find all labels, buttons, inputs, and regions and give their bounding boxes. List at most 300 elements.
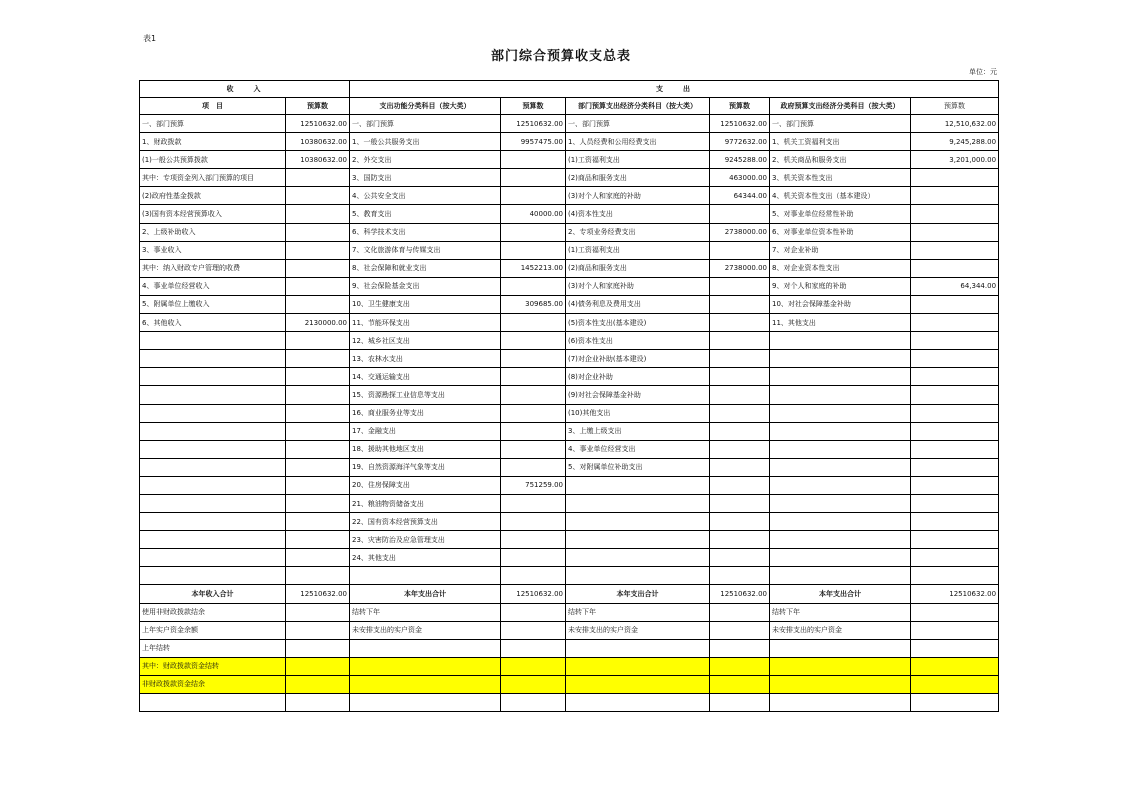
cell-income-item: 上年结转 [140, 639, 286, 657]
cell-dept-economic-budget [710, 205, 770, 223]
cell-dept-economic-budget [710, 513, 770, 531]
cell-gov-economic-budget [911, 603, 999, 621]
cell-function-item: 21、粮油物资储备支出 [350, 494, 501, 512]
cell-gov-economic-item: 一、部门预算 [770, 115, 911, 133]
cell-income-budget: 12510632.00 [286, 585, 350, 603]
cell-income-item [140, 422, 286, 440]
cell-income-item: 其中：专项资金列入部门预算的项目 [140, 169, 286, 187]
cell-gov-economic-item [770, 368, 911, 386]
cell-income-budget [286, 205, 350, 223]
cell-dept-economic-item: (7)对企业补助(基本建设) [566, 350, 710, 368]
cell-function-budget [501, 314, 566, 332]
cell-dept-economic-item: (4)资本性支出 [566, 205, 710, 223]
footer-row [140, 694, 999, 712]
table-row [140, 169, 999, 187]
header-item: 项 目 [140, 98, 286, 115]
cell-function-item [350, 694, 501, 712]
cell-income-item: 2、上级补助收入 [140, 223, 286, 241]
cell-dept-economic-budget [710, 675, 770, 693]
cell-gov-economic-budget [911, 494, 999, 512]
cell-dept-economic-item: (1)工资福利支出 [566, 241, 710, 259]
cell-function-item: 22、国有资本经营预算支出 [350, 513, 501, 531]
cell-function-item: 13、农林水支出 [350, 350, 501, 368]
cell-gov-economic-budget [911, 223, 999, 241]
cell-dept-economic-item [566, 549, 710, 567]
cell-gov-economic-budget [911, 531, 999, 549]
cell-income-budget [286, 657, 350, 675]
cell-dept-economic-budget: 2738000.00 [710, 259, 770, 277]
table-row [140, 458, 999, 476]
cell-income-budget: 10380632.00 [286, 151, 350, 169]
cell-dept-economic-budget: 12510632.00 [710, 115, 770, 133]
cell-gov-economic-item [770, 657, 911, 675]
cell-dept-economic-item: 本年支出合计 [566, 585, 710, 603]
table-row [140, 314, 999, 332]
cell-dept-economic-budget [710, 531, 770, 549]
cell-gov-economic-budget [911, 639, 999, 657]
cell-income-budget [286, 386, 350, 404]
cell-function-budget [501, 223, 566, 241]
cell-dept-economic-budget [710, 350, 770, 368]
cell-dept-economic-budget [710, 368, 770, 386]
cell-dept-economic-budget [710, 476, 770, 494]
cell-dept-economic-budget [710, 458, 770, 476]
cell-dept-economic-item: (2)商品和服务支出 [566, 169, 710, 187]
cell-dept-economic-budget [710, 494, 770, 512]
table-row [140, 494, 999, 512]
cell-gov-economic-item [770, 549, 911, 567]
cell-gov-economic-budget [911, 350, 999, 368]
cell-dept-economic-item: (4)债务利息及费用支出 [566, 295, 710, 313]
cell-income-budget [286, 513, 350, 531]
cell-income-budget [286, 422, 350, 440]
cell-gov-economic-budget [911, 169, 999, 187]
cell-dept-economic-item: 3、上缴上级支出 [566, 422, 710, 440]
cell-gov-economic-budget [911, 241, 999, 259]
cell-dept-economic-budget [710, 694, 770, 712]
footer-row [140, 675, 999, 693]
cell-gov-economic-item [770, 531, 911, 549]
cell-function-budget [501, 694, 566, 712]
cell-dept-economic-item: (2)商品和服务支出 [566, 259, 710, 277]
cell-income-item: 其中：纳入财政专户管理的收费 [140, 259, 286, 277]
cell-dept-economic-budget: 2738000.00 [710, 223, 770, 241]
footer-row [140, 657, 999, 675]
cell-function-item: 9、社会保险基金支出 [350, 277, 501, 295]
cell-income-budget [286, 603, 350, 621]
cell-function-item [350, 657, 501, 675]
header-function-budget: 预算数 [501, 98, 566, 115]
cell-dept-economic-budget [710, 657, 770, 675]
cell-income-budget [286, 169, 350, 187]
cell-function-item: 6、科学技术支出 [350, 223, 501, 241]
cell-income-item: 使用非财政拨款结余 [140, 603, 286, 621]
cell-function-budget [501, 549, 566, 567]
cell-income-item [140, 350, 286, 368]
cell-income-budget [286, 531, 350, 549]
cell-dept-economic-budget [710, 603, 770, 621]
cell-income-item: (1)一般公共预算拨款 [140, 151, 286, 169]
cell-income-item: (3)国有资本经营预算收入 [140, 205, 286, 223]
cell-dept-economic-budget [710, 277, 770, 295]
cell-income-budget [286, 241, 350, 259]
cell-function-item: 23、灾害防治及应急管理支出 [350, 531, 501, 549]
cell-income-budget: 2130000.00 [286, 314, 350, 332]
header-dept-economic-category: 部门预算支出经济分类科目（按大类） [566, 98, 710, 115]
cell-dept-economic-item [566, 639, 710, 657]
cell-function-item: 7、文化旅游体育与传媒支出 [350, 241, 501, 259]
cell-income-budget [286, 259, 350, 277]
cell-function-budget [501, 567, 566, 585]
cell-gov-economic-item: 1、机关工资福利支出 [770, 133, 911, 151]
cell-gov-economic-budget: 3,201,000.00 [911, 151, 999, 169]
cell-function-item: 3、国防支出 [350, 169, 501, 187]
table-row [140, 259, 999, 277]
cell-income-budget [286, 675, 350, 693]
cell-function-item: 结转下年 [350, 603, 501, 621]
cell-function-item: 18、援助其他地区支出 [350, 440, 501, 458]
cell-function-budget [501, 657, 566, 675]
cell-gov-economic-item [770, 694, 911, 712]
cell-dept-economic-item [566, 494, 710, 512]
cell-gov-economic-item: 未安排支出的实户资金 [770, 621, 911, 639]
cell-gov-economic-budget [911, 404, 999, 422]
cell-income-item [140, 440, 286, 458]
cell-income-item: (2)政府性基金拨款 [140, 187, 286, 205]
cell-gov-economic-budget [911, 621, 999, 639]
cell-income-item: 非财政拨款资金结余 [140, 675, 286, 693]
cell-function-item [350, 675, 501, 693]
cell-income-budget [286, 476, 350, 494]
section-header-row [140, 81, 999, 98]
cell-gov-economic-item [770, 675, 911, 693]
header-income-budget: 预算数 [286, 98, 350, 115]
cell-dept-economic-budget [710, 621, 770, 639]
cell-function-item: 本年支出合计 [350, 585, 501, 603]
cell-dept-economic-budget: 64344.00 [710, 187, 770, 205]
header-gov-economic-category: 政府预算支出经济分类科目（按大类） [770, 98, 911, 115]
cell-function-item: 15、资源勘探工业信息等支出 [350, 386, 501, 404]
cell-gov-economic-budget [911, 295, 999, 313]
cell-gov-economic-item [770, 332, 911, 350]
cell-gov-economic-budget [911, 187, 999, 205]
cell-dept-economic-budget [710, 422, 770, 440]
cell-dept-economic-item [566, 513, 710, 531]
cell-gov-economic-item [770, 404, 911, 422]
cell-gov-economic-budget [911, 422, 999, 440]
cell-gov-economic-budget [911, 513, 999, 531]
cell-income-item: 6、其他收入 [140, 314, 286, 332]
cell-function-item: 1、一般公共服务支出 [350, 133, 501, 151]
cell-gov-economic-item [770, 639, 911, 657]
cell-dept-economic-budget [710, 332, 770, 350]
cell-dept-economic-item [566, 476, 710, 494]
cell-gov-economic-budget: 12510632.00 [911, 585, 999, 603]
cell-function-budget: 12510632.00 [501, 585, 566, 603]
cell-gov-economic-item: 6、对事业单位资本性补助 [770, 223, 911, 241]
cell-function-budget [501, 368, 566, 386]
cell-income-budget [286, 694, 350, 712]
cell-income-item: 一、部门预算 [140, 115, 286, 133]
cell-dept-economic-item: 一、部门预算 [566, 115, 710, 133]
cell-income-item [140, 549, 286, 567]
cell-income-item: 1、财政拨款 [140, 133, 286, 151]
cell-function-budget: 309685.00 [501, 295, 566, 313]
table-row [140, 332, 999, 350]
cell-function-budget: 751259.00 [501, 476, 566, 494]
cell-gov-economic-item: 11、其他支出 [770, 314, 911, 332]
cell-gov-economic-item [770, 513, 911, 531]
cell-income-budget [286, 494, 350, 512]
cell-gov-economic-budget [911, 314, 999, 332]
cell-function-item: 5、教育支出 [350, 205, 501, 223]
table-row [140, 404, 999, 422]
cell-dept-economic-budget: 463000.00 [710, 169, 770, 187]
cell-dept-economic-item: (5)资本性支出(基本建设) [566, 314, 710, 332]
cell-income-item: 其中：财政拨款资金结转 [140, 657, 286, 675]
cell-income-budget [286, 350, 350, 368]
cell-dept-economic-item: 4、事业单位经营支出 [566, 440, 710, 458]
cell-function-budget [501, 187, 566, 205]
sheet-label: 表1 [143, 34, 157, 43]
table-row [140, 422, 999, 440]
cell-gov-economic-item [770, 422, 911, 440]
cell-dept-economic-budget [710, 440, 770, 458]
cell-income-item: 4、事业单位经营收入 [140, 277, 286, 295]
cell-gov-economic-budget [911, 694, 999, 712]
cell-dept-economic-item [566, 657, 710, 675]
cell-function-item: 8、社会保障和就业支出 [350, 259, 501, 277]
cell-income-item [140, 476, 286, 494]
header-gov-economic-budget: 预算数 [911, 98, 999, 115]
column-header-row [140, 98, 999, 115]
cell-gov-economic-budget [911, 259, 999, 277]
header-dept-economic-budget: 预算数 [710, 98, 770, 115]
cell-gov-economic-item: 4、机关资本性支出（基本建设） [770, 187, 911, 205]
cell-dept-economic-budget [710, 386, 770, 404]
cell-gov-economic-item [770, 350, 911, 368]
cell-dept-economic-item: (9)对社会保障基金补助 [566, 386, 710, 404]
cell-gov-economic-item: 结转下年 [770, 603, 911, 621]
cell-dept-economic-item: (3)对个人和家庭补助 [566, 277, 710, 295]
cell-gov-economic-item [770, 567, 911, 585]
cell-gov-economic-item: 8、对企业资本性支出 [770, 259, 911, 277]
cell-dept-economic-budget [710, 639, 770, 657]
cell-function-budget [501, 513, 566, 531]
cell-gov-economic-item: 2、机关商品和服务支出 [770, 151, 911, 169]
cell-function-budget: 9957475.00 [501, 133, 566, 151]
cell-income-item [140, 458, 286, 476]
cell-dept-economic-item [566, 531, 710, 549]
cell-gov-economic-budget [911, 205, 999, 223]
cell-function-budget [501, 386, 566, 404]
cell-function-item: 16、商业服务业等支出 [350, 404, 501, 422]
cell-income-budget [286, 295, 350, 313]
cell-function-item: 11、节能环保支出 [350, 314, 501, 332]
cell-function-budget [501, 675, 566, 693]
cell-income-item [140, 404, 286, 422]
cell-function-item: 17、金融支出 [350, 422, 501, 440]
cell-dept-economic-budget [710, 295, 770, 313]
cell-function-budget [501, 621, 566, 639]
cell-dept-economic-item: 结转下年 [566, 603, 710, 621]
cell-gov-economic-item: 3、机关资本性支出 [770, 169, 911, 187]
cell-income-budget: 12510632.00 [286, 115, 350, 133]
cell-income-budget [286, 187, 350, 205]
table-row [140, 386, 999, 404]
cell-income-budget [286, 277, 350, 295]
cell-dept-economic-item: 1、人员经费和公用经费支出 [566, 133, 710, 151]
cell-function-budget [501, 494, 566, 512]
table-row [140, 567, 999, 585]
cell-function-item: 一、部门预算 [350, 115, 501, 133]
cell-gov-economic-budget [911, 440, 999, 458]
cell-income-item [140, 694, 286, 712]
cell-dept-economic-item [566, 694, 710, 712]
cell-dept-economic-budget [710, 549, 770, 567]
cell-function-budget [501, 277, 566, 295]
cell-income-item [140, 531, 286, 549]
footer-row [140, 639, 999, 657]
cell-function-budget [501, 639, 566, 657]
cell-income-budget [286, 368, 350, 386]
cell-function-item: 10、卫生健康支出 [350, 295, 501, 313]
header-function-category: 支出功能分类科目（按大类） [350, 98, 501, 115]
cell-function-budget [501, 458, 566, 476]
cell-function-budget: 1452213.00 [501, 259, 566, 277]
cell-income-item [140, 368, 286, 386]
cell-function-item: 20、住房保障支出 [350, 476, 501, 494]
table-row [140, 440, 999, 458]
cell-gov-economic-budget [911, 549, 999, 567]
cell-gov-economic-budget [911, 567, 999, 585]
cell-income-budget [286, 567, 350, 585]
cell-dept-economic-item: 5、对附属单位补助支出 [566, 458, 710, 476]
table-row [140, 241, 999, 259]
cell-function-budget [501, 332, 566, 350]
cell-function-item: 2、外交支出 [350, 151, 501, 169]
cell-gov-economic-budget [911, 386, 999, 404]
cell-dept-economic-budget [710, 567, 770, 585]
cell-gov-economic-budget: 64,344.00 [911, 277, 999, 295]
cell-gov-economic-item: 7、对企业补助 [770, 241, 911, 259]
cell-function-budget [501, 151, 566, 169]
cell-income-budget [286, 404, 350, 422]
cell-gov-economic-item [770, 386, 911, 404]
cell-gov-economic-item [770, 440, 911, 458]
cell-function-budget [501, 241, 566, 259]
cell-dept-economic-budget [710, 241, 770, 259]
cell-gov-economic-budget [911, 657, 999, 675]
cell-gov-economic-budget [911, 332, 999, 350]
cell-dept-economic-item: (8)对企业补助 [566, 368, 710, 386]
cell-dept-economic-item: 未安排支出的实户资金 [566, 621, 710, 639]
table-row [140, 476, 999, 494]
cell-income-budget [286, 440, 350, 458]
cell-function-budget: 12510632.00 [501, 115, 566, 133]
cell-dept-economic-item [566, 675, 710, 693]
cell-function-budget [501, 531, 566, 549]
expense-section-header: 支 出 [350, 81, 999, 98]
cell-dept-economic-item: (1)工资福利支出 [566, 151, 710, 169]
cell-function-budget [501, 169, 566, 187]
cell-gov-economic-item: 本年支出合计 [770, 585, 911, 603]
cell-gov-economic-item [770, 494, 911, 512]
table-row [140, 350, 999, 368]
footer-row [140, 621, 999, 639]
cell-function-budget: 40000.00 [501, 205, 566, 223]
cell-gov-economic-budget [911, 476, 999, 494]
cell-income-budget [286, 458, 350, 476]
totals-row [140, 585, 999, 603]
cell-function-item: 12、城乡社区支出 [350, 332, 501, 350]
cell-income-item [140, 567, 286, 585]
cell-function-budget [501, 603, 566, 621]
cell-gov-economic-budget [911, 675, 999, 693]
table-row [140, 277, 999, 295]
table-row [140, 549, 999, 567]
cell-function-budget [501, 404, 566, 422]
cell-income-budget [286, 621, 350, 639]
table-row [140, 368, 999, 386]
cell-function-item: 未安排支出的实户资金 [350, 621, 501, 639]
cell-dept-economic-budget [710, 314, 770, 332]
cell-gov-economic-budget [911, 458, 999, 476]
cell-income-item: 本年收入合计 [140, 585, 286, 603]
cell-income-item [140, 386, 286, 404]
table-row [140, 205, 999, 223]
cell-income-budget [286, 549, 350, 567]
cell-function-item [350, 567, 501, 585]
cell-function-item: 19、自然资源海洋气象等支出 [350, 458, 501, 476]
cell-gov-economic-item [770, 458, 911, 476]
cell-dept-economic-budget [710, 404, 770, 422]
cell-income-item [140, 513, 286, 531]
cell-dept-economic-budget: 9772632.00 [710, 133, 770, 151]
cell-income-budget: 10380632.00 [286, 133, 350, 151]
cell-gov-economic-item: 10、对社会保障基金补助 [770, 295, 911, 313]
cell-dept-economic-item: (3)对个人和家庭的补助 [566, 187, 710, 205]
cell-dept-economic-item: 2、专项业务经费支出 [566, 223, 710, 241]
cell-gov-economic-budget [911, 368, 999, 386]
table-row [140, 133, 999, 151]
cell-dept-economic-item: (10)其他支出 [566, 404, 710, 422]
cell-income-item [140, 332, 286, 350]
footer-row [140, 603, 999, 621]
cell-function-budget [501, 350, 566, 368]
cell-function-budget [501, 422, 566, 440]
cell-function-item: 4、公共安全支出 [350, 187, 501, 205]
cell-income-budget [286, 223, 350, 241]
cell-income-item: 5、附属单位上缴收入 [140, 295, 286, 313]
cell-gov-economic-item: 5、对事业单位经常性补助 [770, 205, 911, 223]
cell-function-item: 24、其他支出 [350, 549, 501, 567]
cell-income-budget [286, 639, 350, 657]
cell-gov-economic-item [770, 476, 911, 494]
table-row [140, 187, 999, 205]
table-row [140, 151, 999, 169]
cell-function-budget [501, 440, 566, 458]
cell-gov-economic-budget: 9,245,288.00 [911, 133, 999, 151]
cell-income-item [140, 494, 286, 512]
table-row [140, 295, 999, 313]
cell-function-item: 14、交通运输支出 [350, 368, 501, 386]
cell-income-item: 上年实户资金余额 [140, 621, 286, 639]
table-row [140, 223, 999, 241]
income-section-header: 收 入 [140, 81, 350, 98]
cell-function-item [350, 639, 501, 657]
budget-table [139, 80, 999, 712]
